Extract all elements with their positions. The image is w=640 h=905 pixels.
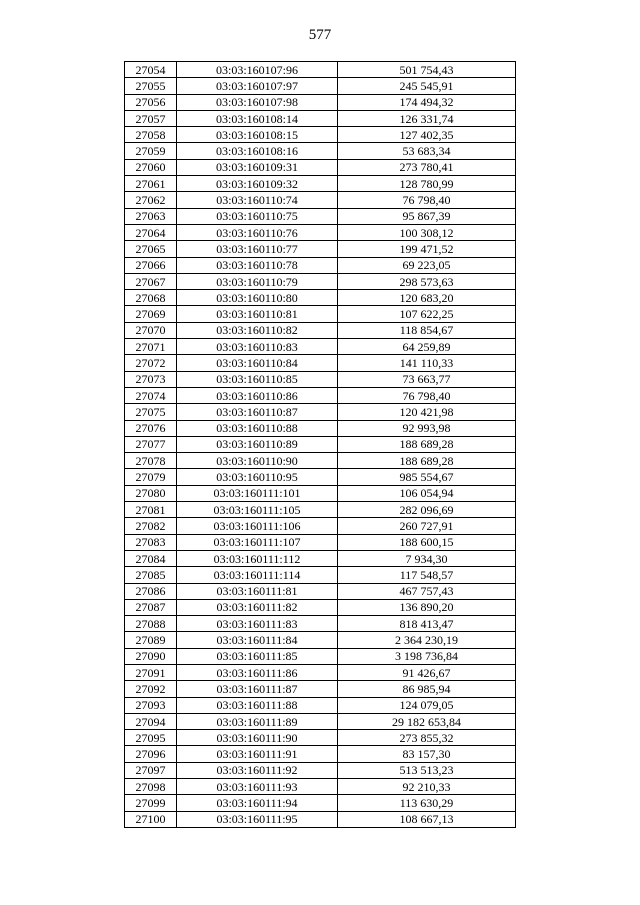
value-cell: 107 622,25 [338, 306, 516, 322]
value-cell: 120 683,20 [338, 290, 516, 306]
table-row [125, 518, 516, 534]
value-cell: 245 545,91 [338, 78, 516, 94]
row-number-cell: 27093 [125, 697, 177, 713]
cadastral-number-cell: 03:03:160111:90 [177, 730, 338, 746]
table-row [125, 159, 516, 175]
table-row [125, 502, 516, 518]
row-number-cell: 27065 [125, 241, 177, 257]
row-number-cell: 27069 [125, 306, 177, 322]
cadastral-number-cell: 03:03:160109:32 [177, 176, 338, 192]
value-cell: 73 663,77 [338, 371, 516, 387]
row-number-cell: 27080 [125, 485, 177, 501]
cadastral-number-cell: 03:03:160110:81 [177, 306, 338, 322]
row-number-cell: 27096 [125, 746, 177, 762]
value-cell: 174 494,32 [338, 94, 516, 110]
table-row [125, 420, 516, 436]
cadastral-number-cell: 03:03:160111:95 [177, 811, 338, 827]
table-row [125, 224, 516, 240]
row-number-cell: 27075 [125, 404, 177, 420]
value-cell: 117 548,57 [338, 567, 516, 583]
cadastral-number-cell: 03:03:160107:96 [177, 62, 338, 78]
table-row [125, 371, 516, 387]
table-row [125, 110, 516, 126]
cadastral-number-cell: 03:03:160110:80 [177, 290, 338, 306]
table-row [125, 664, 516, 680]
value-cell: 53 683,34 [338, 143, 516, 159]
cadastral-number-cell: 03:03:160110:82 [177, 322, 338, 338]
row-number-cell: 27073 [125, 371, 177, 387]
value-cell: 126 331,74 [338, 110, 516, 126]
table-row [125, 469, 516, 485]
table-row [125, 290, 516, 306]
value-cell: 100 308,12 [338, 224, 516, 240]
row-number-cell: 27066 [125, 257, 177, 273]
table-row [125, 404, 516, 420]
table-row [125, 62, 516, 78]
table-body [125, 62, 516, 828]
row-number-cell: 27064 [125, 224, 177, 240]
value-cell: 273 780,41 [338, 159, 516, 175]
row-number-cell: 27061 [125, 176, 177, 192]
value-cell: 260 727,91 [338, 518, 516, 534]
value-cell: 199 471,52 [338, 241, 516, 257]
table-row [125, 534, 516, 550]
row-number-cell: 27054 [125, 62, 177, 78]
cadastral-number-cell: 03:03:160111:101 [177, 485, 338, 501]
cadastral-number-cell: 03:03:160111:105 [177, 502, 338, 518]
cadastral-number-cell: 03:03:160110:78 [177, 257, 338, 273]
value-cell: 76 798,40 [338, 387, 516, 403]
value-cell: 188 689,28 [338, 436, 516, 452]
table-row [125, 583, 516, 599]
value-cell: 818 413,47 [338, 616, 516, 632]
value-cell: 141 110,33 [338, 355, 516, 371]
table-row [125, 322, 516, 338]
value-cell: 188 600,15 [338, 534, 516, 550]
cadastral-number-cell: 03:03:160111:107 [177, 534, 338, 550]
cadastral-number-cell: 03:03:160110:84 [177, 355, 338, 371]
table-row [125, 241, 516, 257]
value-cell: 95 867,39 [338, 208, 516, 224]
value-cell: 2 364 230,19 [338, 632, 516, 648]
cadastral-number-cell: 03:03:160111:94 [177, 795, 338, 811]
cadastral-number-cell: 03:03:160110:90 [177, 453, 338, 469]
cadastral-number-cell: 03:03:160111:82 [177, 599, 338, 615]
row-number-cell: 27062 [125, 192, 177, 208]
row-number-cell: 27090 [125, 648, 177, 664]
row-number-cell: 27079 [125, 469, 177, 485]
cadastral-number-cell: 03:03:160110:88 [177, 420, 338, 436]
row-number-cell: 27091 [125, 664, 177, 680]
table-row [125, 730, 516, 746]
row-number-cell: 27086 [125, 583, 177, 599]
value-cell: 127 402,35 [338, 127, 516, 143]
row-number-cell: 27055 [125, 78, 177, 94]
table-row [125, 811, 516, 827]
table-row [125, 192, 516, 208]
row-number-cell: 27094 [125, 713, 177, 729]
value-cell: 188 689,28 [338, 453, 516, 469]
row-number-cell: 27095 [125, 730, 177, 746]
row-number-cell: 27072 [125, 355, 177, 371]
table-row [125, 779, 516, 795]
row-number-cell: 27092 [125, 681, 177, 697]
value-cell: 298 573,63 [338, 273, 516, 289]
value-cell: 282 096,69 [338, 502, 516, 518]
table-row [125, 436, 516, 452]
table-row [125, 127, 516, 143]
cadastral-number-cell: 03:03:160111:83 [177, 616, 338, 632]
table-row [125, 648, 516, 664]
row-number-cell: 27071 [125, 339, 177, 355]
value-cell: 113 630,29 [338, 795, 516, 811]
value-cell: 136 890,20 [338, 599, 516, 615]
row-number-cell: 27077 [125, 436, 177, 452]
value-cell: 501 754,43 [338, 62, 516, 78]
table-row [125, 176, 516, 192]
value-cell: 69 223,05 [338, 257, 516, 273]
table-row [125, 681, 516, 697]
row-number-cell: 27085 [125, 567, 177, 583]
cadastral-number-cell: 03:03:160110:87 [177, 404, 338, 420]
cadastral-number-cell: 03:03:160109:31 [177, 159, 338, 175]
value-cell: 124 079,05 [338, 697, 516, 713]
value-cell: 92 210,33 [338, 779, 516, 795]
table-row [125, 616, 516, 632]
cadastral-number-cell: 03:03:160111:92 [177, 762, 338, 778]
row-number-cell: 27056 [125, 94, 177, 110]
cadastral-number-cell: 03:03:160110:83 [177, 339, 338, 355]
cadastral-number-cell: 03:03:160108:15 [177, 127, 338, 143]
row-number-cell: 27100 [125, 811, 177, 827]
cadastral-number-cell: 03:03:160108:16 [177, 143, 338, 159]
cadastral-number-cell: 03:03:160110:74 [177, 192, 338, 208]
table-row [125, 697, 516, 713]
row-number-cell: 27083 [125, 534, 177, 550]
row-number-cell: 27070 [125, 322, 177, 338]
value-cell: 513 513,23 [338, 762, 516, 778]
value-cell: 92 993,98 [338, 420, 516, 436]
value-cell: 118 854,67 [338, 322, 516, 338]
cadastral-number-cell: 03:03:160111:106 [177, 518, 338, 534]
cadastral-number-cell: 03:03:160111:88 [177, 697, 338, 713]
table-row [125, 713, 516, 729]
data-table [124, 61, 516, 828]
table-row [125, 567, 516, 583]
row-number-cell: 27058 [125, 127, 177, 143]
row-number-cell: 27097 [125, 762, 177, 778]
value-cell: 76 798,40 [338, 192, 516, 208]
table-row [125, 599, 516, 615]
table-row [125, 746, 516, 762]
cadastral-number-cell: 03:03:160110:77 [177, 241, 338, 257]
row-number-cell: 27087 [125, 599, 177, 615]
cadastral-number-cell: 03:03:160107:97 [177, 78, 338, 94]
cadastral-number-cell: 03:03:160111:87 [177, 681, 338, 697]
value-cell: 985 554,67 [338, 469, 516, 485]
row-number-cell: 27068 [125, 290, 177, 306]
table-row [125, 143, 516, 159]
row-number-cell: 27076 [125, 420, 177, 436]
row-number-cell: 27089 [125, 632, 177, 648]
row-number-cell: 27074 [125, 387, 177, 403]
cadastral-number-cell: 03:03:160111:91 [177, 746, 338, 762]
row-number-cell: 27098 [125, 779, 177, 795]
cadastral-number-cell: 03:03:160111:114 [177, 567, 338, 583]
table-row [125, 485, 516, 501]
row-number-cell: 27067 [125, 273, 177, 289]
value-cell: 106 054,94 [338, 485, 516, 501]
cadastral-number-cell: 03:03:160110:76 [177, 224, 338, 240]
table-row [125, 795, 516, 811]
row-number-cell: 27082 [125, 518, 177, 534]
value-cell: 128 780,99 [338, 176, 516, 192]
table-row [125, 78, 516, 94]
value-cell: 64 259,89 [338, 339, 516, 355]
cadastral-number-cell: 03:03:160111:84 [177, 632, 338, 648]
value-cell: 29 182 653,84 [338, 713, 516, 729]
table-row [125, 94, 516, 110]
table-row [125, 632, 516, 648]
cadastral-number-cell: 03:03:160111:85 [177, 648, 338, 664]
row-number-cell: 27063 [125, 208, 177, 224]
cadastral-number-cell: 03:03:160111:112 [177, 550, 338, 566]
table-row [125, 355, 516, 371]
table-row [125, 387, 516, 403]
cadastral-number-cell: 03:03:160108:14 [177, 110, 338, 126]
row-number-cell: 27078 [125, 453, 177, 469]
table-row [125, 762, 516, 778]
table-row [125, 208, 516, 224]
value-cell: 273 855,32 [338, 730, 516, 746]
row-number-cell: 27059 [125, 143, 177, 159]
value-cell: 3 198 736,84 [338, 648, 516, 664]
table-row [125, 306, 516, 322]
cadastral-number-cell: 03:03:160111:89 [177, 713, 338, 729]
row-number-cell: 27057 [125, 110, 177, 126]
value-cell: 83 157,30 [338, 746, 516, 762]
row-number-cell: 27088 [125, 616, 177, 632]
value-cell: 108 667,13 [338, 811, 516, 827]
cadastral-number-cell: 03:03:160110:85 [177, 371, 338, 387]
table-row [125, 339, 516, 355]
cadastral-number-cell: 03:03:160110:75 [177, 208, 338, 224]
value-cell: 86 985,94 [338, 681, 516, 697]
table-row [125, 273, 516, 289]
row-number-cell: 27084 [125, 550, 177, 566]
cadastral-number-cell: 03:03:160111:86 [177, 664, 338, 680]
table-row [125, 550, 516, 566]
cadastral-number-cell: 03:03:160110:89 [177, 436, 338, 452]
page-number: 577 [308, 27, 332, 43]
cadastral-number-cell: 03:03:160107:98 [177, 94, 338, 110]
table-row [125, 257, 516, 273]
value-cell: 467 757,43 [338, 583, 516, 599]
value-cell: 120 421,98 [338, 404, 516, 420]
table-row [125, 453, 516, 469]
value-cell: 7 934,30 [338, 550, 516, 566]
row-number-cell: 27099 [125, 795, 177, 811]
cadastral-number-cell: 03:03:160110:86 [177, 387, 338, 403]
row-number-cell: 27081 [125, 502, 177, 518]
cadastral-number-cell: 03:03:160110:95 [177, 469, 338, 485]
cadastral-number-cell: 03:03:160110:79 [177, 273, 338, 289]
row-number-cell: 27060 [125, 159, 177, 175]
value-cell: 91 426,67 [338, 664, 516, 680]
cadastral-number-cell: 03:03:160111:93 [177, 779, 338, 795]
cadastral-number-cell: 03:03:160111:81 [177, 583, 338, 599]
